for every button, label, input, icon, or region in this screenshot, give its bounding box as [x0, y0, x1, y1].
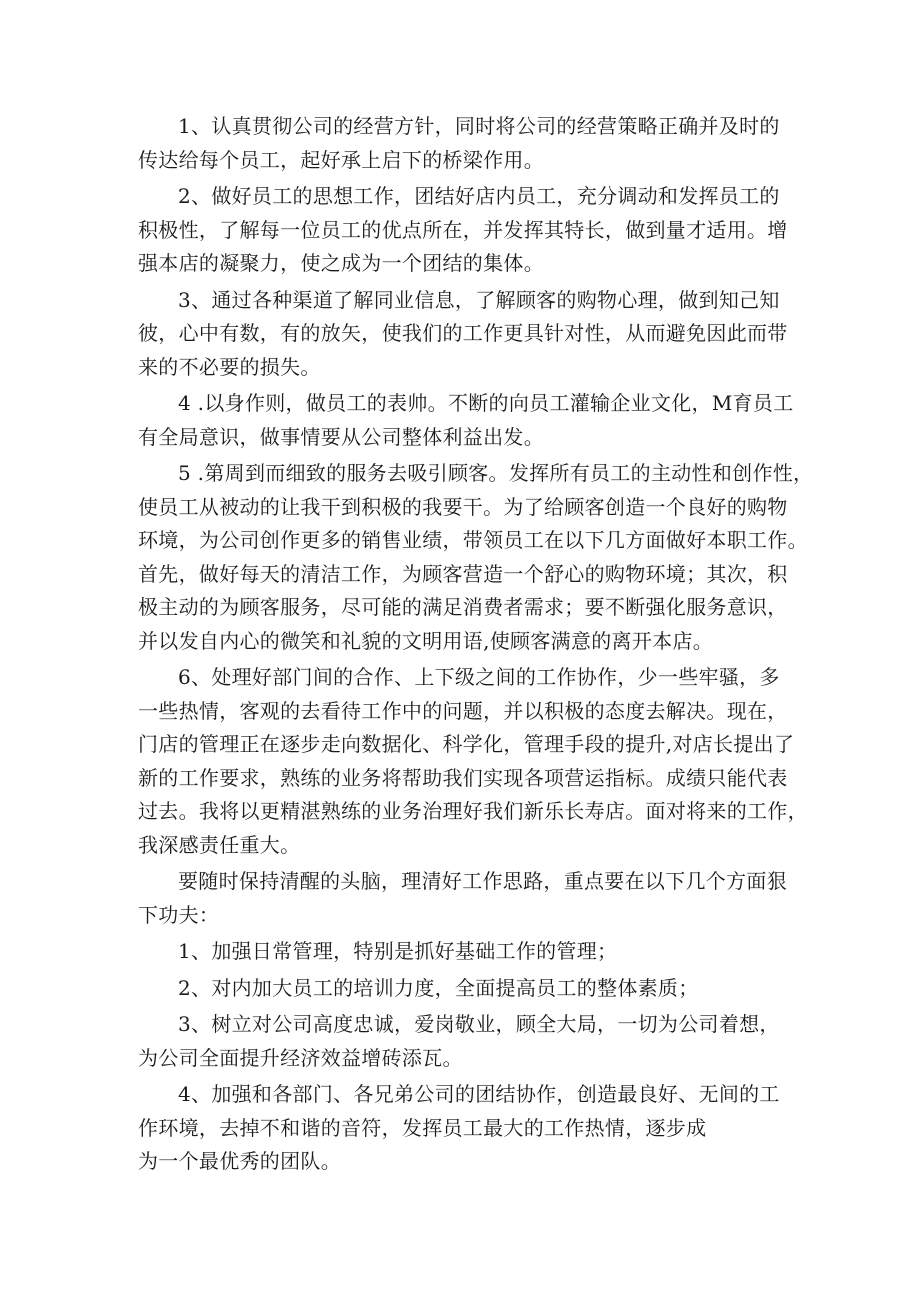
text-line: 并以发自内心的微笑和礼貌的文明用语,使顾客满意的离开本店。	[138, 628, 714, 653]
paragraph	[138, 284, 798, 385]
text-line: 传达给每个员工，起好承上启下的桥梁作用。	[138, 147, 544, 172]
paragraph	[138, 180, 798, 281]
text-line: 3、树立对公司高度忠诚，爱岗敬业，顾全大局，一切为公司着想，	[178, 1012, 780, 1036]
text-line: 为公司全面提升经济效益增砖添瓦。	[138, 1045, 463, 1070]
document-body	[138, 110, 814, 1182]
paragraph	[138, 1008, 798, 1075]
text-line: 我深感责任重大。	[138, 832, 301, 857]
text-line: 彼，心中有数，有的放矢，使我们的工作更具针对性，从而避免因此而带	[138, 321, 788, 345]
paragraph	[138, 387, 798, 454]
paragraph	[138, 865, 798, 932]
paragraph	[138, 110, 798, 177]
text-line: 要随时保持清醒的头脑，理清好工作思路，重点要在以下几个方面狠	[178, 869, 787, 893]
text-line: 1、加强日常管理，特别是抓好基础工作的管理；	[178, 939, 618, 963]
text-line: 3、通过各种渠道了解同业信息，了解顾客的购物心理，做到知己知	[178, 287, 780, 312]
text-line: 为一个最优秀的团队。	[138, 1149, 341, 1173]
text-line: 一些热情，客观的去看待工作中的问题，并以积极的态度去解决。现在，	[138, 698, 788, 723]
text-line: 1、认真贯彻公司的经营方针，同时将公司的经营策略正确并及时的	[178, 114, 780, 138]
text-line: 下功夫：	[138, 902, 220, 927]
text-line: 有全局意识，做事情要从公司整体利益出发。	[138, 424, 544, 449]
text-line: 6、处理好部门间的合作、上下级之间的工作协作，少一些牢骚，多	[178, 665, 780, 689]
text-line: 新的工作要求，熟练的业务将帮助我们实现各项营运指标。成绩只能代表	[138, 765, 788, 790]
text-line: 积极性，了解每一位员工的优点所在，并发挥其特长，做到量才适用。增	[138, 217, 788, 242]
text-line: 极主动的为顾客服务，尽可能的满足消费者需求；要不断强化服务意识，	[138, 595, 788, 619]
paragraph	[138, 661, 808, 862]
paragraph	[138, 457, 814, 658]
text-line: 首先，做好每天的清洁工作，为顾客营造一个舒心的购物环境；其次，积	[138, 561, 788, 586]
text-line: 门店的管理正在逐步走向数据化、科学化，管理手段的提升,对店长提出了	[138, 732, 795, 756]
text-line: 5 .第周到而细致的服务去吸引顾客。发挥所有员工的主动性和创作性，	[178, 461, 814, 485]
paragraph	[138, 972, 798, 1006]
text-line: 4 .以身作则，做员工的表帅。不断的向员工灌输企业文化，M育员工	[178, 391, 794, 415]
text-line: 使员工从被动的让我干到积极的我要干。为了给顾客创造一个良好的购物	[138, 494, 788, 519]
text-line: 4、加强和各部门、各兄弟公司的团结协作，创造最良好、无间的工	[178, 1082, 780, 1106]
text-line: 2、对内加大员工的培训力度，全面提高员工的整体素质；	[178, 975, 699, 1000]
text-line: 来的不必要的损失。	[138, 354, 321, 379]
text-line: 强本店的凝聚力，使之成为一个团结的集体。	[138, 251, 544, 275]
text-line: 2、做好员工的思想工作，团结好店内员工，充分调动和发挥员工的	[178, 184, 780, 208]
text-line: 环境，为公司创作更多的销售业绩，带领员工在以下几方面做好本职工作。	[138, 528, 808, 552]
paragraph	[138, 1078, 798, 1179]
text-line: 过去。我将以更精湛熟练的业务治理好我们新乐长寿店。面对将来的工作，	[138, 799, 808, 823]
paragraph	[138, 935, 798, 969]
text-line: 作环境，去掉不和谐的音符，发挥员工最大的工作热情，逐步成	[138, 1115, 707, 1140]
